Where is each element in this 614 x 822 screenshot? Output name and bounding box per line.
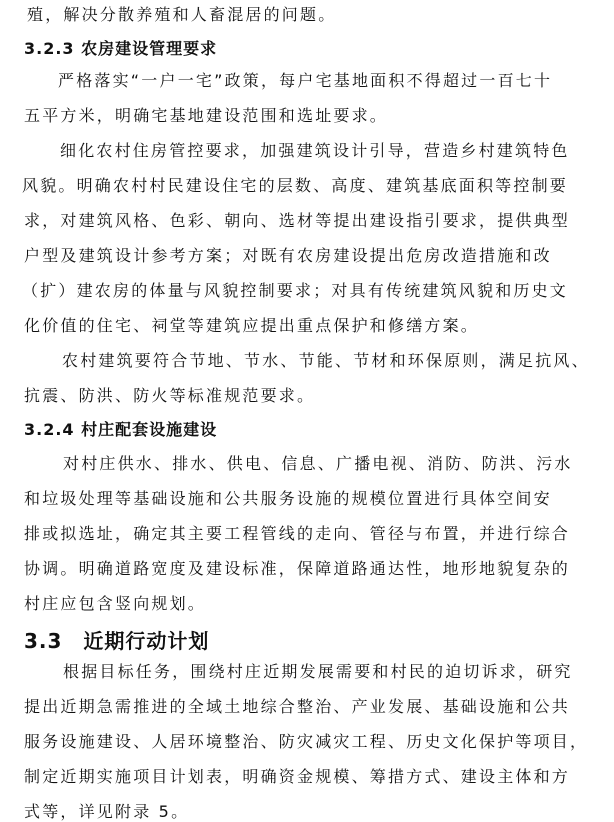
- paragraph-line: 村庄应包含竖向规划。: [24, 594, 207, 613]
- paragraph-line: 服务设施建设、人居环境整治、防灾减灾工程、历史文化保护等项目，: [24, 732, 589, 751]
- paragraph-line: 提出近期急需推进的全域土地综合整治、产业发展、基础设施和公共: [24, 697, 571, 716]
- paragraph-line: （扩）建农房的体量与风貌控制要求；对具有传统建筑风貌和历史文: [22, 281, 569, 300]
- paragraph-line: 严格落实“一户一宅”政策，每户宅基地面积不得超过一百七十: [58, 71, 553, 90]
- paragraph-line: 五平方米，明确宅基地建设范围和选址要求。: [24, 106, 389, 125]
- paragraph-line: 求，对建筑风格、色彩、朝向、选材等提出建设指引要求，提供典型: [24, 211, 571, 230]
- paragraph-line: 风貌。明确农村村民建设住宅的层数、高度、建筑基底面积等控制要: [22, 176, 569, 195]
- section-heading-3-3: 3.3 近期行动计划: [24, 629, 210, 653]
- paragraph-line: 制定近期实施项目计划表，明确资金规模、筹措方式、建设主体和方: [24, 767, 571, 786]
- paragraph-line: 和垃圾处理等基础设施和公共服务设施的规模位置进行具体空间安: [24, 489, 552, 508]
- paragraph-line: 殖，解决分散养殖和人畜混居的问题。: [27, 5, 337, 24]
- paragraph-line: 式等，详见附录 5。: [24, 802, 190, 821]
- paragraph-line: 户型及建筑设计参考方案；对既有农房建设提出危房改造措施和改: [24, 246, 552, 265]
- paragraph-line: 排或拟选址，确定其主要工程管线的走向、管径与布置，并进行综合: [24, 524, 571, 543]
- paragraph-line: 化价值的住宅、祠堂等建筑应提出重点保护和修缮方案。: [24, 316, 480, 335]
- section-heading-3-2-3: 3.2.3 农房建设管理要求: [24, 39, 218, 58]
- paragraph-line: 对村庄供水、排水、供电、信息、广播电视、消防、防洪、污水: [63, 454, 573, 473]
- paragraph-line: 协调。明确道路宽度及建设标准，保障道路通达性，地形地貌复杂的: [24, 559, 571, 578]
- paragraph-line: 农村建筑要符合节地、节水、节能、节材和环保原则，满足抗风、: [62, 351, 590, 370]
- paragraph-line: 抗震、防洪、防火等标准规范要求。: [24, 386, 316, 405]
- paragraph-line: 细化农村住房管控要求，加强建筑设计引导，营造乡村建筑特色: [60, 141, 570, 160]
- paragraph-line: 根据目标任务，围绕村庄近期发展需要和村民的迫切诉求，研究: [63, 662, 573, 681]
- section-heading-3-2-4: 3.2.4 村庄配套设施建设: [24, 420, 218, 439]
